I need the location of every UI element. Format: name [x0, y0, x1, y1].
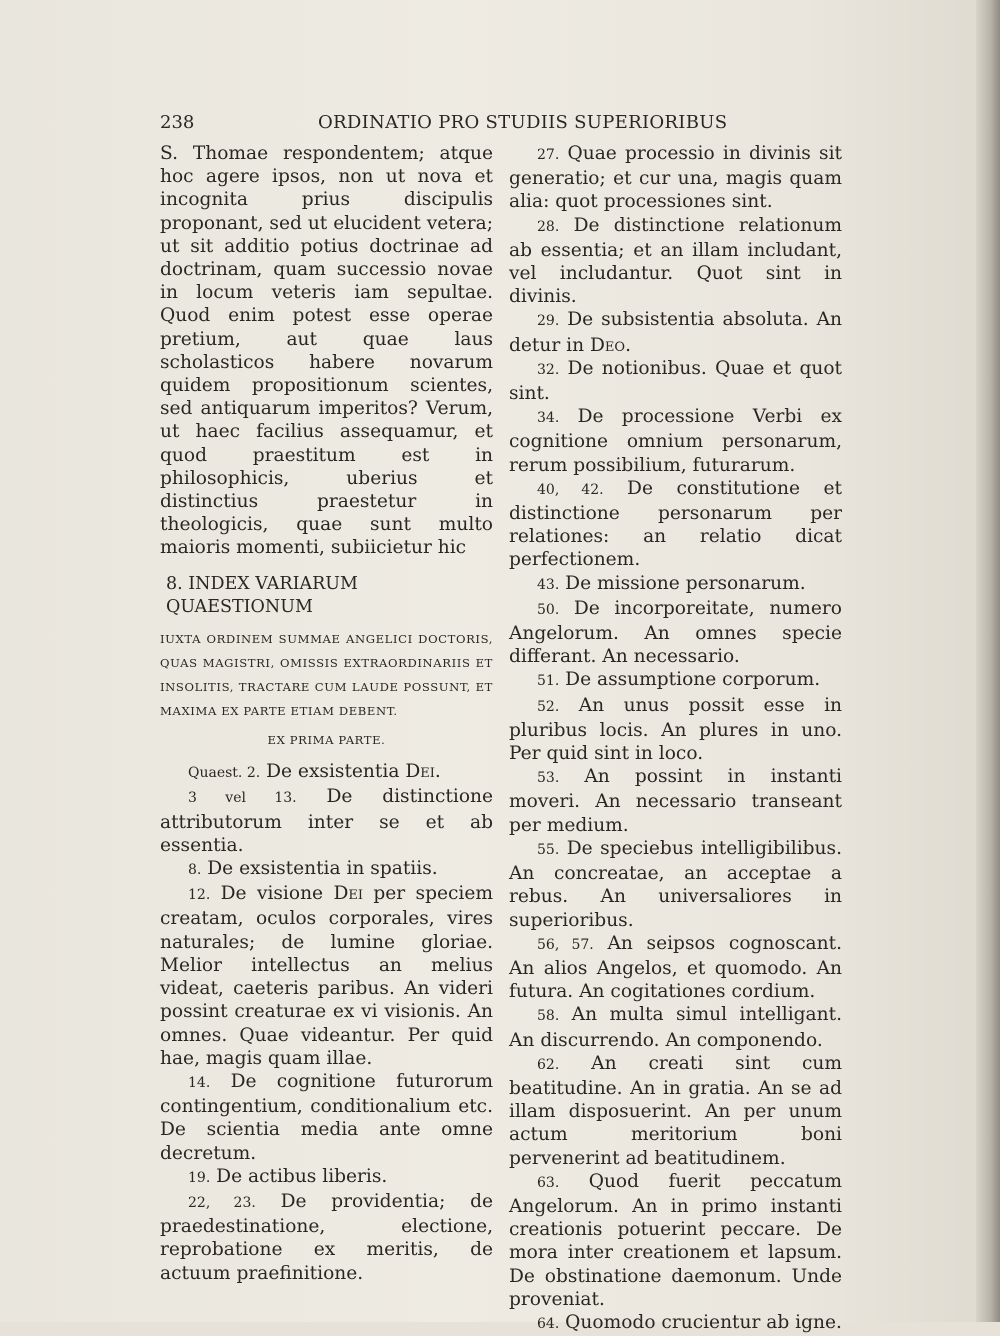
- question-entry: [509, 405, 842, 477]
- question-entry: [509, 1311, 842, 1336]
- question-number: 58.: [537, 1008, 560, 1025]
- question-text: Quae processio in divinis sit generatio; et cur una, magis quam alia: quot processiones sint.: [509, 143, 842, 213]
- question-text: De distinctione relationum ab essentia; et an illam includant, vel includantur. Quot sint in divinis.: [509, 214, 842, 308]
- question-number: 27.: [537, 147, 560, 163]
- question-entry: [509, 357, 842, 405]
- question-text: .: [625, 334, 631, 356]
- question-number: 53.: [537, 770, 560, 787]
- question-entry: [509, 1003, 842, 1051]
- question-text: De exsistentia: [260, 761, 406, 783]
- question-number: 63.: [537, 1174, 560, 1191]
- question-text: De missione personarum.: [559, 572, 806, 594]
- question-number: 14.: [188, 1074, 211, 1091]
- question-text: De cognitione futurorum contingentium, conditionalium etc. De scientia media ante omne decretum.: [160, 1070, 493, 1164]
- question-entry: [160, 1070, 493, 1165]
- question-entry: [509, 214, 842, 309]
- question-text: De incorporeitate, numero Angelorum. An omnes specie differant. An necessario.: [509, 597, 842, 668]
- question-text: An creati sint cum beatitudine. An in gratia. An se ad illam disposuerint. An per unum actum meritorium boni pervenerint ad beatitudinem.: [509, 1052, 842, 1169]
- question-number: 3 vel 13.: [188, 790, 297, 807]
- question-entry: [509, 765, 842, 837]
- question-text: De distinctione attributorum inter se et ab essentia.: [160, 786, 493, 856]
- question-number: 32.: [537, 361, 560, 378]
- question-text: De visione: [210, 883, 334, 905]
- question-entry: [509, 668, 842, 693]
- small-caps-word: Dei: [405, 761, 435, 783]
- question-text: per speciem creatam, oculos corporales, vires naturales; de lumine gloriae. Melior intellectus an melius videat, caeteris paribus. An videri possint creaturae ex vi visionis. An omnes. Quae videantur. Per quid hae, magis quam illae.: [160, 883, 493, 1069]
- small-caps-word: Deo: [590, 334, 626, 356]
- question-entry: [160, 1190, 493, 1285]
- section-title: 8. INDEX VARIARUM QUAESTIONUM: [166, 573, 358, 617]
- question-entry: [509, 932, 842, 1004]
- question-number: 56, 57.: [537, 936, 594, 953]
- question-entry: [160, 760, 493, 785]
- question-text: De processione Verbi ex cognitione omnium personarum, rerum possibilium, futurarum.: [509, 406, 842, 476]
- question-text: An multa simul intelligant. An discurrendo. An componendo.: [509, 1004, 842, 1051]
- question-entry: [160, 1165, 493, 1190]
- question-text: De constitutione et distinctione personarum per relationes: an relatio dicat perfectionem.: [509, 477, 842, 571]
- question-number: 22, 23.: [188, 1194, 256, 1211]
- question-entry: [509, 1170, 842, 1311]
- question-text: De exsistentia in spatiis.: [201, 858, 438, 880]
- question-number: 12.: [188, 887, 211, 904]
- question-number: 52.: [537, 698, 560, 715]
- left-column: [160, 142, 493, 1285]
- question-number: 28.: [537, 218, 560, 235]
- question-number: 64.: [537, 1315, 560, 1332]
- question-number: 62.: [537, 1056, 560, 1073]
- question-entry: [509, 477, 842, 572]
- question-text: An possint in instanti moveri. An necessario transeant per medium.: [509, 766, 842, 836]
- question-number: 29.: [537, 313, 560, 330]
- question-entry: [509, 597, 842, 669]
- question-list-right: [509, 142, 842, 1336]
- question-number: 51.: [537, 673, 560, 690]
- question-entry: [509, 308, 842, 356]
- question-text: De assumptione corporum.: [559, 669, 821, 691]
- question-entry: [509, 572, 842, 597]
- question-number: Quaest. 2.: [188, 765, 261, 782]
- question-entry: [160, 785, 493, 857]
- question-number: 8.: [188, 862, 202, 879]
- running-title: ORDINATIO PRO STUDIIS SUPERIORIBUS: [318, 112, 728, 133]
- question-list-left: [160, 760, 493, 1284]
- question-number: 55.: [537, 841, 560, 858]
- question-entry: [160, 882, 493, 1070]
- question-entry: [509, 837, 842, 932]
- question-number: 40, 42.: [537, 481, 604, 498]
- question-text: De providentia; de praedestinatione, electione, reprobatione ex meritis, de actuum praefinitione.: [160, 1190, 493, 1284]
- part-heading: EX PRIMA PARTE.: [267, 733, 386, 748]
- running-header: [160, 112, 842, 138]
- question-entry: [509, 694, 842, 766]
- page-number: 238: [160, 112, 195, 133]
- question-text: De speciebus intelligibilibus. An concreatae, an acceptae a rebus. An universaliores in superioribus.: [509, 837, 842, 931]
- right-column: [509, 142, 842, 1336]
- question-text: An unus possit esse in pluribus locis. An plures in uno. Per quid sint in loco.: [509, 694, 842, 765]
- question-text: Quomodo crucientur ab igne.: [559, 1311, 842, 1333]
- page-edge-shadow: [976, 0, 1000, 1322]
- question-entry: [509, 142, 842, 214]
- question-number: 43.: [537, 576, 560, 593]
- small-caps-word: Dei: [333, 883, 363, 905]
- question-text: De actibus liberis.: [210, 1165, 388, 1187]
- question-text: Quod fuerit peccatum Angelorum. An in primo instanti creationis potuerint peccare. De mora inter creationem et lapsum. De obstinatione daemonum. Unde proveniat.: [509, 1170, 842, 1310]
- intro-paragraph: S. Thomae respondentem; atque hoc agere ipsos, non ut nova et incognita prius discipulis proponant, sed ut elucident vetera; ut sit additio potius doctrinae ad doctrinam, quam successio novae in locum veteris iam sepultae. Quod enim potest esse operae pretium, aut quae laus scholasticos habere novarum quidem propositionum scientes, sed antiquarum imperitos? Verum, ut haec facilius assequamur, et quod praestitum est in philosophicis, uberius et distinctius praestetur in theologicis, quae sunt multo maioris momenti, subiicietur hic: [160, 143, 493, 559]
- question-number: 50.: [537, 601, 560, 618]
- question-entry: [509, 1052, 842, 1170]
- question-number: 34.: [537, 410, 560, 427]
- question-entry: [160, 857, 493, 882]
- question-number: 19.: [188, 1169, 211, 1186]
- question-text: An seipsos cognoscant. An alios Angelos, et quomodo. An futura. An cogitationes cordium.: [509, 932, 842, 1003]
- question-text: De notionibus. Quae et quot sint.: [509, 357, 842, 405]
- section-subtitle: IUXTA ORDINEM SUMMAE ANGELICI DOCTORIS, QUAS MAGISTRI, OMISSIS EXTRAORDINARIIS ET INSOLITIS, TRACTARE CUM LAUDE POSSUNT, ET MAXIMA EX PARTE ETIAM DEBENT.: [160, 632, 493, 719]
- question-text: De subsistentia absoluta. An detur in: [509, 309, 842, 356]
- question-text: .: [434, 761, 441, 783]
